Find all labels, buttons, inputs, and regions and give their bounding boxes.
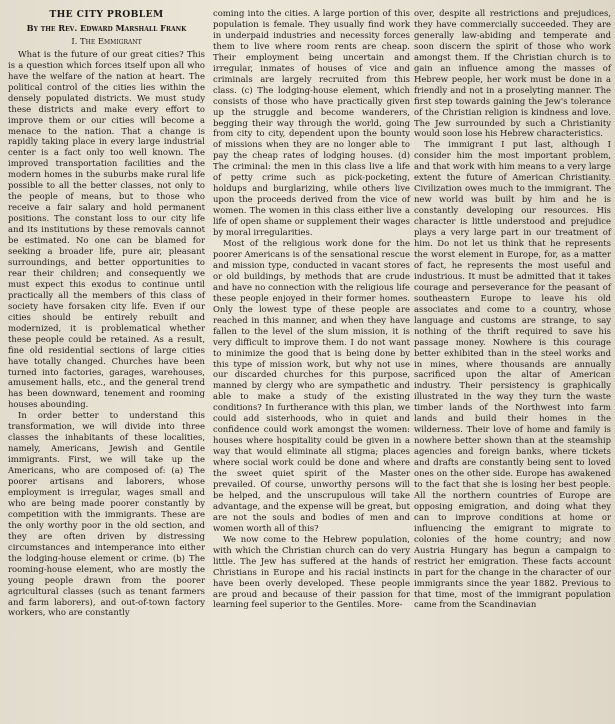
paragraph: coming into the cities. A large portion of this population is female. They usually find work in underpaid industries and necessity forces them to live where room rents are cheap. Their employment being uncertain and irregular, inmates of houses of vice and criminals are largely recruited from this class. (c) The lodging-house element, which consists of those who have practically given up the struggle and become wanderers, begging their way through the world, going from city to city, dependent upon the bounty of missions when they are no longer able to pay the cheap rates of lodging houses. (d) The criminal: the men in this class live a life of petty crime such as pick-pocketing, holdups and burglarizing, while others live upon the proceeds derived from the vice of women. The women in this class either live a life of open shame or supplement their wages by moral irregularities.: [213, 8, 410, 238]
column-3: [414, 8, 611, 610]
paragraph: We now come to the Hebrew population, with which the Christian church can do very little. The Jew has suffered at the hands of Christians in Europe and his racial instincts have been overly developed. These people are proud and because of their passion for learning feel superior to the Gentiles. More-: [213, 533, 410, 610]
column-1: [8, 8, 205, 618]
paragraph: In order better to understand this transformation, we will divide into three classes the inhabitants of these localities, namely, Americans, Jewish and Gentile immigrants. First, we will take up the Americans, who are composed of: (a) The poorer artisans and laborers, whose employment is irregular, wages small and who are being made poorer constantly by competition with the immigrants. These are the only worthy poor in the old section, and they are often driven by distressing circumstances and intemperance into either the lodging-house element or crime. (b) The rooming-house element, who are mostly the young people drawn from the poorer agricultural classes (such as tenant farmers and farm laborers), and out-of-town factory workers, who are constantly: [8, 410, 205, 618]
section-heading: I. The Emmigrant: [71, 35, 142, 46]
article-byline: By the Rev. Edward Marshall Frank: [26, 22, 187, 33]
paragraph: Most of the religious work done for the poorer Americans is of the sensational rescue and mission type, conducted in vacant stores or old buildings, by methods that are crude and have no connection with the religious life these people enjoyed in their former homes. Only the lowest type of these people are reached in this manner, and when they have fallen to the level of the slum mission, it is very difficult to improve them. I do not want to minimize the good that is being done by this type of mission work, but why not use our discarded churches for this purpose, manned by clergy who are sympathetic and able to make a study of the existing conditions? In furtherance with this plan, we could add sisterhoods, who in quiet and confidence could work amongst the women: houses where hospitality could be given in a way that would eliminate all stigma; places where social work could be done and where the sweet quiet spirit of the Master prevailed. Of course, unworthy persons will be helped, and the unscrupulous will take advantage, and the expense will be great, but are not the souls and bodies of men and women worth all of this?: [213, 238, 410, 533]
article-title: THE CITY PROBLEM: [49, 9, 164, 20]
column-2: [213, 8, 410, 610]
paragraph: What is the future of our great cities? This is a question which forces itself upon all who have the welfare of the nation at heart. The political control of the cities lies within the densely populated districts. We must study these districts and make every effort to improve them or our cities will become a menace to the nation. That a change is rapidly taking place in every large industrial center is a fact only too well known. The improved transportation facilities and the modern homes in the suburbs make rural life possible to all the better classes, not only to the people of means, but to those who receive a fair salary and hold permanent positions. The constant loss to our city life and its institutions by these removals cannot be estimated. No one can be blamed for seeking a broader life, pure air, pleasant surroundings, and better opportunities to rear their children; and consequently we must expect this exodus to continue until practically all the members of this class of society have forsaken city life. Even if our cities should be entirely rebuilt and modernized, it is problematical whether these people could be retained. As a result, fine old residential sections of large cities have totally changed. Churches have been turned into factories, garages, warehouses, amusement halls, etc., and the general trend has been downward, tenement and rooming houses abounding.: [8, 48, 205, 410]
paragraph: over, despite all restrictions and prejudices, they have commercially succeeded. They are generally law-abiding and temperate and soon discern the spirit of those who work amongst them. If the Christian church is to gain an influence among the masses of Hebrew people, her work must be done in a friendly and not in a proselyting manner. The first step towards gaining the Jew's tolerance of the Christian religion is kindness and love. The Jew surrounded by such a Christianity would soon lose his Hebrew characteristics.: [414, 8, 611, 139]
paragraph: The immigrant I put last, although I consider him the most important problem, and that work with him means to a very large extent the future of American Christianity. Civilization owes much to the immigrant. The new world was built by him and he is constantly developing our resources. His character is little understood and prejudice plays a very large part in our treatment of him. Do not let us think that he represents the worst element in Europe, for, as a matter of fact, he represents the most useful and industrious. It must be admitted that it takes courage and perseverance for the peasant of southeastern Europe to leave his old associates and come to a country, whose language and customs are strange, to say nothing of the thrift required to save his passage money. Nowhere is this courage better exhibited than in the steel works and in mines, where thousands are annually sacrificed upon the altar of American industry. Their persistency is graphically illustrated in the way they turn the waste timber lands of the Northwest into farm lands and build their homes in the wilderness. Their love of home and family is nowhere better shown than at the steamship agencies and foreign banks, where tickets and drafts are constantly being sent to loved ones on the other side. Europe has awakened to the fact that she is losing her best people. All the northern countries of Europe are opposing emigration, and doing what they can to improve conditions at home or influencing the emigrant to migrate to colonies of the home country; and now Austria Hungary has begun a campaign to restrict her emigration. These facts account in part for the change in the character of our immigrants since the year 1882. Previous to that time, most of the immigrant population came from the Scandinavian: [414, 139, 611, 610]
